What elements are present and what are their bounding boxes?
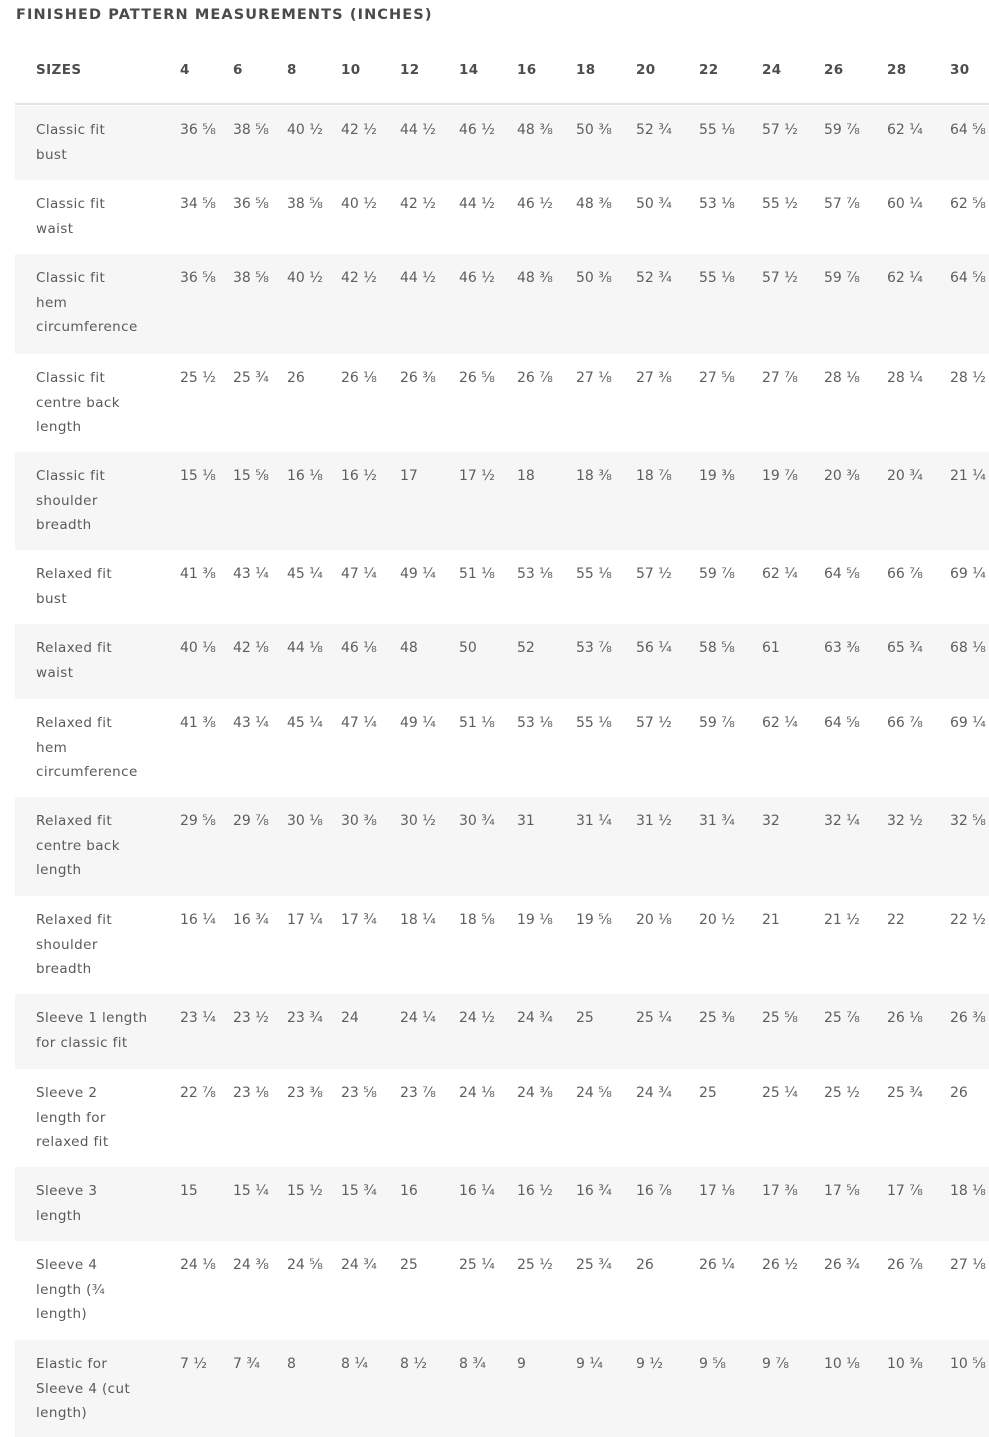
measurement-cell: 25 ¼ [459,1257,495,1273]
row-label: Relaxed fit hem circumference [36,715,138,780]
page-title: FINISHED PATTERN MEASUREMENTS (INCHES) [16,7,433,23]
measurement-cell: 25 [699,1085,717,1101]
row-label: Sleeve 4 length (¾ length) [36,1257,106,1322]
table-row [15,1340,989,1437]
measurement-cell: 23 ¼ [180,1010,216,1026]
size-column-header: 28 [887,62,907,78]
measurement-cell: 16 ⅛ [287,468,323,484]
measurement-cell: 23 ⅛ [233,1085,269,1101]
measurement-cell: 26 ½ [762,1257,798,1273]
measurement-cell: 18 [517,468,535,484]
measurement-cell: 16 ¼ [180,912,216,928]
measurement-cell: 56 ¼ [636,640,672,656]
measurement-cell: 57 ½ [762,270,798,286]
measurement-cell: 34 ⅝ [180,196,216,212]
measurement-cell: 31 ¾ [699,813,735,829]
measurement-cell: 17 ⅜ [762,1183,798,1199]
measurement-cell: 18 ⅜ [576,468,612,484]
size-column-header: 16 [517,62,537,78]
measurement-cell: 8 ½ [400,1356,427,1372]
size-column-header: 6 [233,62,243,78]
measurement-cell: 19 ⅝ [576,912,612,928]
measurement-cell: 26 ⅜ [400,370,436,386]
measurement-cell: 16 ⅞ [636,1183,672,1199]
row-label: Classic fit waist [36,196,106,237]
measurement-cell: 17 ¾ [341,912,377,928]
measurement-cell: 64 ⅝ [950,270,986,286]
measurement-cell: 50 ⅜ [576,122,612,138]
measurement-cell: 28 ¼ [887,370,923,386]
table-row [15,550,989,624]
measurement-cell: 59 ⅞ [699,566,735,582]
measurement-cell: 46 ½ [459,122,495,138]
table-row [15,896,989,994]
measurement-cell: 26 [636,1257,654,1273]
measurement-cell: 15 ¾ [341,1183,377,1199]
measurement-cell: 22 [887,912,905,928]
measurement-cell: 41 ⅜ [180,715,216,731]
measurement-cell: 50 [459,640,477,656]
measurement-cell: 27 ⅜ [636,370,672,386]
measurement-cell: 55 ⅛ [576,715,612,731]
measurement-cell: 10 ⅝ [950,1356,986,1372]
measurement-cell: 25 ½ [824,1085,860,1101]
measurement-cell: 42 ½ [341,270,377,286]
table-row [15,180,989,254]
measurement-cell: 40 ½ [287,270,323,286]
measurement-cell: 25 ¼ [636,1010,672,1026]
measurement-cell: 8 ¼ [341,1356,368,1372]
measurement-cell: 44 ½ [400,122,436,138]
measurement-cell: 22 ⅞ [180,1085,216,1101]
measurement-cell: 25 ½ [180,370,216,386]
measurement-cell: 9 ¼ [576,1356,603,1372]
measurement-cell: 48 ⅜ [517,122,553,138]
measurement-cell: 26 ¾ [824,1257,860,1273]
measurement-cell: 52 ¾ [636,270,672,286]
measurement-cell: 24 ⅛ [459,1085,495,1101]
measurement-cell: 16 ½ [341,468,377,484]
measurement-cell: 53 ⅛ [517,715,553,731]
measurement-cell: 9 ⅝ [699,1356,726,1372]
measurement-cell: 40 ½ [341,196,377,212]
measurement-cell: 69 ¼ [950,715,986,731]
measurement-cell: 15 [180,1183,198,1199]
measurement-cell: 69 ¼ [950,566,986,582]
measurement-cell: 46 ½ [459,270,495,286]
measurement-cell: 44 ½ [400,270,436,286]
measurement-cell: 42 ⅛ [233,640,269,656]
measurement-cell: 52 ¾ [636,122,672,138]
measurement-cell: 25 ¾ [576,1257,612,1273]
measurement-cell: 57 ⅞ [824,196,860,212]
measurement-cell: 20 ½ [699,912,735,928]
table-row [15,624,989,699]
measurement-cell: 47 ¼ [341,566,377,582]
measurement-cell: 36 ⅝ [180,122,216,138]
measurement-cell: 31 ½ [636,813,672,829]
measurement-cell: 25 ⅞ [824,1010,860,1026]
measurement-cell: 53 ⅛ [517,566,553,582]
measurement-cell: 17 [400,468,418,484]
measurement-cell: 66 ⅞ [887,566,923,582]
measurement-cell: 60 ¼ [887,196,923,212]
measurement-cell: 51 ⅛ [459,715,495,731]
table-row [15,106,989,180]
measurement-cell: 68 ⅛ [950,640,986,656]
measurement-cell: 26 ⅛ [341,370,377,386]
measurement-cell: 17 ½ [459,468,495,484]
measurement-cell: 30 ½ [400,813,436,829]
measurement-cell: 24 ¼ [400,1010,436,1026]
measurement-cell: 23 ¾ [287,1010,323,1026]
measurement-cell: 58 ⅝ [699,640,735,656]
row-label: Classic fit centre back length [36,370,120,435]
measurement-cell: 64 ⅝ [824,566,860,582]
table-row [15,254,989,354]
measurement-cell: 24 ¾ [636,1085,672,1101]
measurement-cell: 31 ¼ [576,813,612,829]
measurement-cell: 26 ⅞ [517,370,553,386]
measurement-cell: 55 ⅛ [699,122,735,138]
measurement-cell: 20 ¾ [887,468,923,484]
measurement-cell: 41 ⅜ [180,566,216,582]
measurement-cell: 57 ½ [636,715,672,731]
size-column-header: 8 [287,62,297,78]
measurement-cell: 50 ⅜ [576,270,612,286]
measurement-cell: 47 ¼ [341,715,377,731]
measurement-cell: 25 [400,1257,418,1273]
measurement-cell: 27 ⅞ [762,370,798,386]
row-label: Classic fit shoulder breadth [36,468,106,533]
measurement-cell: 51 ⅛ [459,566,495,582]
measurement-cell: 27 ⅝ [699,370,735,386]
measurement-cell: 44 ½ [459,196,495,212]
measurement-cell: 25 ⅝ [762,1010,798,1026]
measurement-cell: 19 ⅞ [762,468,798,484]
table-row [15,1241,989,1340]
measurement-cell: 66 ⅞ [887,715,923,731]
measurement-cell: 25 ¾ [887,1085,923,1101]
measurement-cell: 28 ½ [950,370,986,386]
measurement-cell: 59 ⅞ [824,270,860,286]
row-label: Relaxed fit bust [36,566,113,607]
measurement-cell: 7 ¾ [233,1356,260,1372]
measurement-cell: 20 ⅜ [824,468,860,484]
row-label: Classic fit hem circumference [36,270,138,335]
measurement-cell: 27 ⅛ [950,1257,986,1273]
measurement-cell: 16 ¾ [576,1183,612,1199]
measurement-cell: 26 [950,1085,968,1101]
measurement-cell: 57 ½ [636,566,672,582]
measurement-cell: 9 ½ [636,1356,663,1372]
measurement-cell: 24 ⅝ [287,1257,323,1273]
size-column-header: 10 [341,62,361,78]
measurement-cell: 24 ¾ [341,1257,377,1273]
table-row [15,797,989,896]
table-row [15,354,989,452]
measurement-cell: 24 ¾ [517,1010,553,1026]
measurement-cell: 55 ½ [762,196,798,212]
row-label: Sleeve 2 length for relaxed fit [36,1085,109,1150]
measurement-cell: 49 ¼ [400,566,436,582]
measurement-cell: 43 ¼ [233,566,269,582]
row-label: Relaxed fit shoulder breadth [36,912,113,977]
measurement-cell: 64 ⅝ [824,715,860,731]
measurement-cell: 55 ⅛ [576,566,612,582]
measurement-cell: 65 ¾ [887,640,923,656]
measurement-cell: 48 ⅜ [517,270,553,286]
measurement-cell: 8 [287,1356,296,1372]
measurement-cell: 16 ¼ [459,1183,495,1199]
measurement-cell: 24 ⅝ [576,1085,612,1101]
measurement-cell: 30 ⅛ [287,813,323,829]
measurement-cell: 53 ⅛ [699,196,735,212]
measurement-cell: 25 ½ [517,1257,553,1273]
measurement-cell: 15 ½ [287,1183,323,1199]
measurement-cell: 18 ⅛ [950,1183,986,1199]
measurement-cell: 38 ⅝ [287,196,323,212]
measurement-cell: 25 ⅜ [699,1010,735,1026]
row-label: Sleeve 3 length [36,1183,98,1224]
measurement-cell: 40 ⅛ [180,640,216,656]
measurement-cell: 42 ½ [400,196,436,212]
sizes-header: SIZES [36,62,82,78]
measurement-cell: 38 ⅝ [233,122,269,138]
measurement-cell: 28 ⅛ [824,370,860,386]
measurement-cell: 30 ⅜ [341,813,377,829]
measurement-cell: 63 ⅜ [824,640,860,656]
measurement-cell: 25 ¾ [233,370,269,386]
measurement-cell: 18 ¼ [400,912,436,928]
measurement-cell: 21 ¼ [950,468,986,484]
measurement-cell: 48 [400,640,418,656]
measurement-cell: 53 ⅞ [576,640,612,656]
measurement-cell: 18 ⅞ [636,468,672,484]
measurement-cell: 24 ½ [459,1010,495,1026]
measurement-cell: 38 ⅝ [233,270,269,286]
measurement-cell: 16 ¾ [233,912,269,928]
measurement-cell: 22 ½ [950,912,986,928]
measurement-cell: 59 ⅞ [824,122,860,138]
measurement-cell: 30 ¾ [459,813,495,829]
size-column-header: 24 [762,62,782,78]
row-label: Elastic for Sleeve 4 (cut length) [36,1356,131,1421]
measurement-cell: 10 ⅜ [887,1356,923,1372]
measurement-cell: 19 ⅛ [517,912,553,928]
measurement-cell: 24 ⅛ [180,1257,216,1273]
measurement-cell: 17 ⅝ [824,1183,860,1199]
measurement-cell: 62 ¼ [762,715,798,731]
measurement-cell: 9 [517,1356,526,1372]
size-column-header: 30 [950,62,970,78]
measurement-cell: 43 ¼ [233,715,269,731]
measurement-cell: 52 [517,640,535,656]
measurement-cell: 24 [341,1010,359,1026]
measurement-cell: 61 [762,640,780,656]
measurement-cell: 27 ⅛ [576,370,612,386]
measurement-cell: 46 ½ [517,196,553,212]
measurement-cell: 23 ⅜ [287,1085,323,1101]
measurement-cell: 26 ¼ [699,1257,735,1273]
measurement-cell: 32 [762,813,780,829]
measurement-cell: 49 ¼ [400,715,436,731]
measurement-cell: 24 ⅜ [233,1257,269,1273]
row-label: Relaxed fit centre back length [36,813,120,878]
size-column-header: 26 [824,62,844,78]
size-column-header: 14 [459,62,479,78]
measurement-cell: 15 ⅝ [233,468,269,484]
measurement-cell: 17 ⅛ [699,1183,735,1199]
measurement-cell: 25 [576,1010,594,1026]
measurement-cell: 24 ⅜ [517,1085,553,1101]
measurement-cell: 9 ⅞ [762,1356,789,1372]
measurement-cell: 46 ⅛ [341,640,377,656]
table-header-row [15,34,989,105]
measurement-cell: 23 ⅞ [400,1085,436,1101]
measurement-cell: 23 ⅝ [341,1085,377,1101]
row-label: Relaxed fit waist [36,640,113,681]
measurement-cell: 55 ⅛ [699,270,735,286]
measurement-cell: 26 [287,370,305,386]
size-column-header: 20 [636,62,656,78]
row-label: Sleeve 1 length for classic fit [36,1010,148,1051]
measurement-cell: 45 ¼ [287,715,323,731]
measurement-cell: 64 ⅝ [950,122,986,138]
measurement-cell: 36 ⅝ [233,196,269,212]
measurement-cell: 62 ⅝ [950,196,986,212]
measurement-cell: 32 ¼ [824,813,860,829]
measurement-cell: 29 ⅞ [233,813,269,829]
measurement-cell: 50 ¾ [636,196,672,212]
measurement-cell: 29 ⅝ [180,813,216,829]
table-row [15,699,989,797]
measurement-cell: 15 ⅛ [180,468,216,484]
measurement-cell: 62 ¼ [762,566,798,582]
measurement-cell: 26 ⅜ [950,1010,986,1026]
measurement-cell: 16 [400,1183,418,1199]
size-column-header: 18 [576,62,596,78]
size-column-header: 22 [699,62,719,78]
measurement-cell: 16 ½ [517,1183,553,1199]
measurement-cell: 21 ½ [824,912,860,928]
measurement-cell: 21 [762,912,780,928]
measurement-cell: 17 ¼ [287,912,323,928]
row-label: Classic fit bust [36,122,106,163]
table-row [15,1167,989,1241]
measurement-cell: 25 ¼ [762,1085,798,1101]
measurement-cell: 40 ½ [287,122,323,138]
table-row [15,994,989,1069]
measurement-cell: 15 ¼ [233,1183,269,1199]
measurement-cell: 8 ¾ [459,1356,486,1372]
measurement-cell: 31 [517,813,535,829]
measurement-cell: 62 ¼ [887,270,923,286]
measurement-cell: 17 ⅞ [887,1183,923,1199]
measurement-cell: 32 ⅝ [950,813,986,829]
table-row [15,452,989,550]
measurement-cell: 7 ½ [180,1356,207,1372]
measurement-cell: 45 ¼ [287,566,323,582]
measurement-cell: 36 ⅝ [180,270,216,286]
measurement-cell: 32 ½ [887,813,923,829]
measurement-cell: 62 ¼ [887,122,923,138]
measurement-cell: 10 ⅛ [824,1356,860,1372]
measurement-cell: 48 ⅜ [576,196,612,212]
measurement-cell: 57 ½ [762,122,798,138]
size-column-header: 4 [180,62,190,78]
measurement-cell: 42 ½ [341,122,377,138]
measurement-cell: 19 ⅜ [699,468,735,484]
measurement-cell: 59 ⅞ [699,715,735,731]
measurement-cell: 26 ⅞ [887,1257,923,1273]
measurement-cell: 23 ½ [233,1010,269,1026]
measurement-cell: 20 ⅛ [636,912,672,928]
measurement-cell: 44 ⅛ [287,640,323,656]
measurement-cell: 26 ⅛ [887,1010,923,1026]
size-column-header: 12 [400,62,420,78]
measurement-cell: 26 ⅝ [459,370,495,386]
table-row [15,1069,989,1167]
measurement-cell: 18 ⅝ [459,912,495,928]
